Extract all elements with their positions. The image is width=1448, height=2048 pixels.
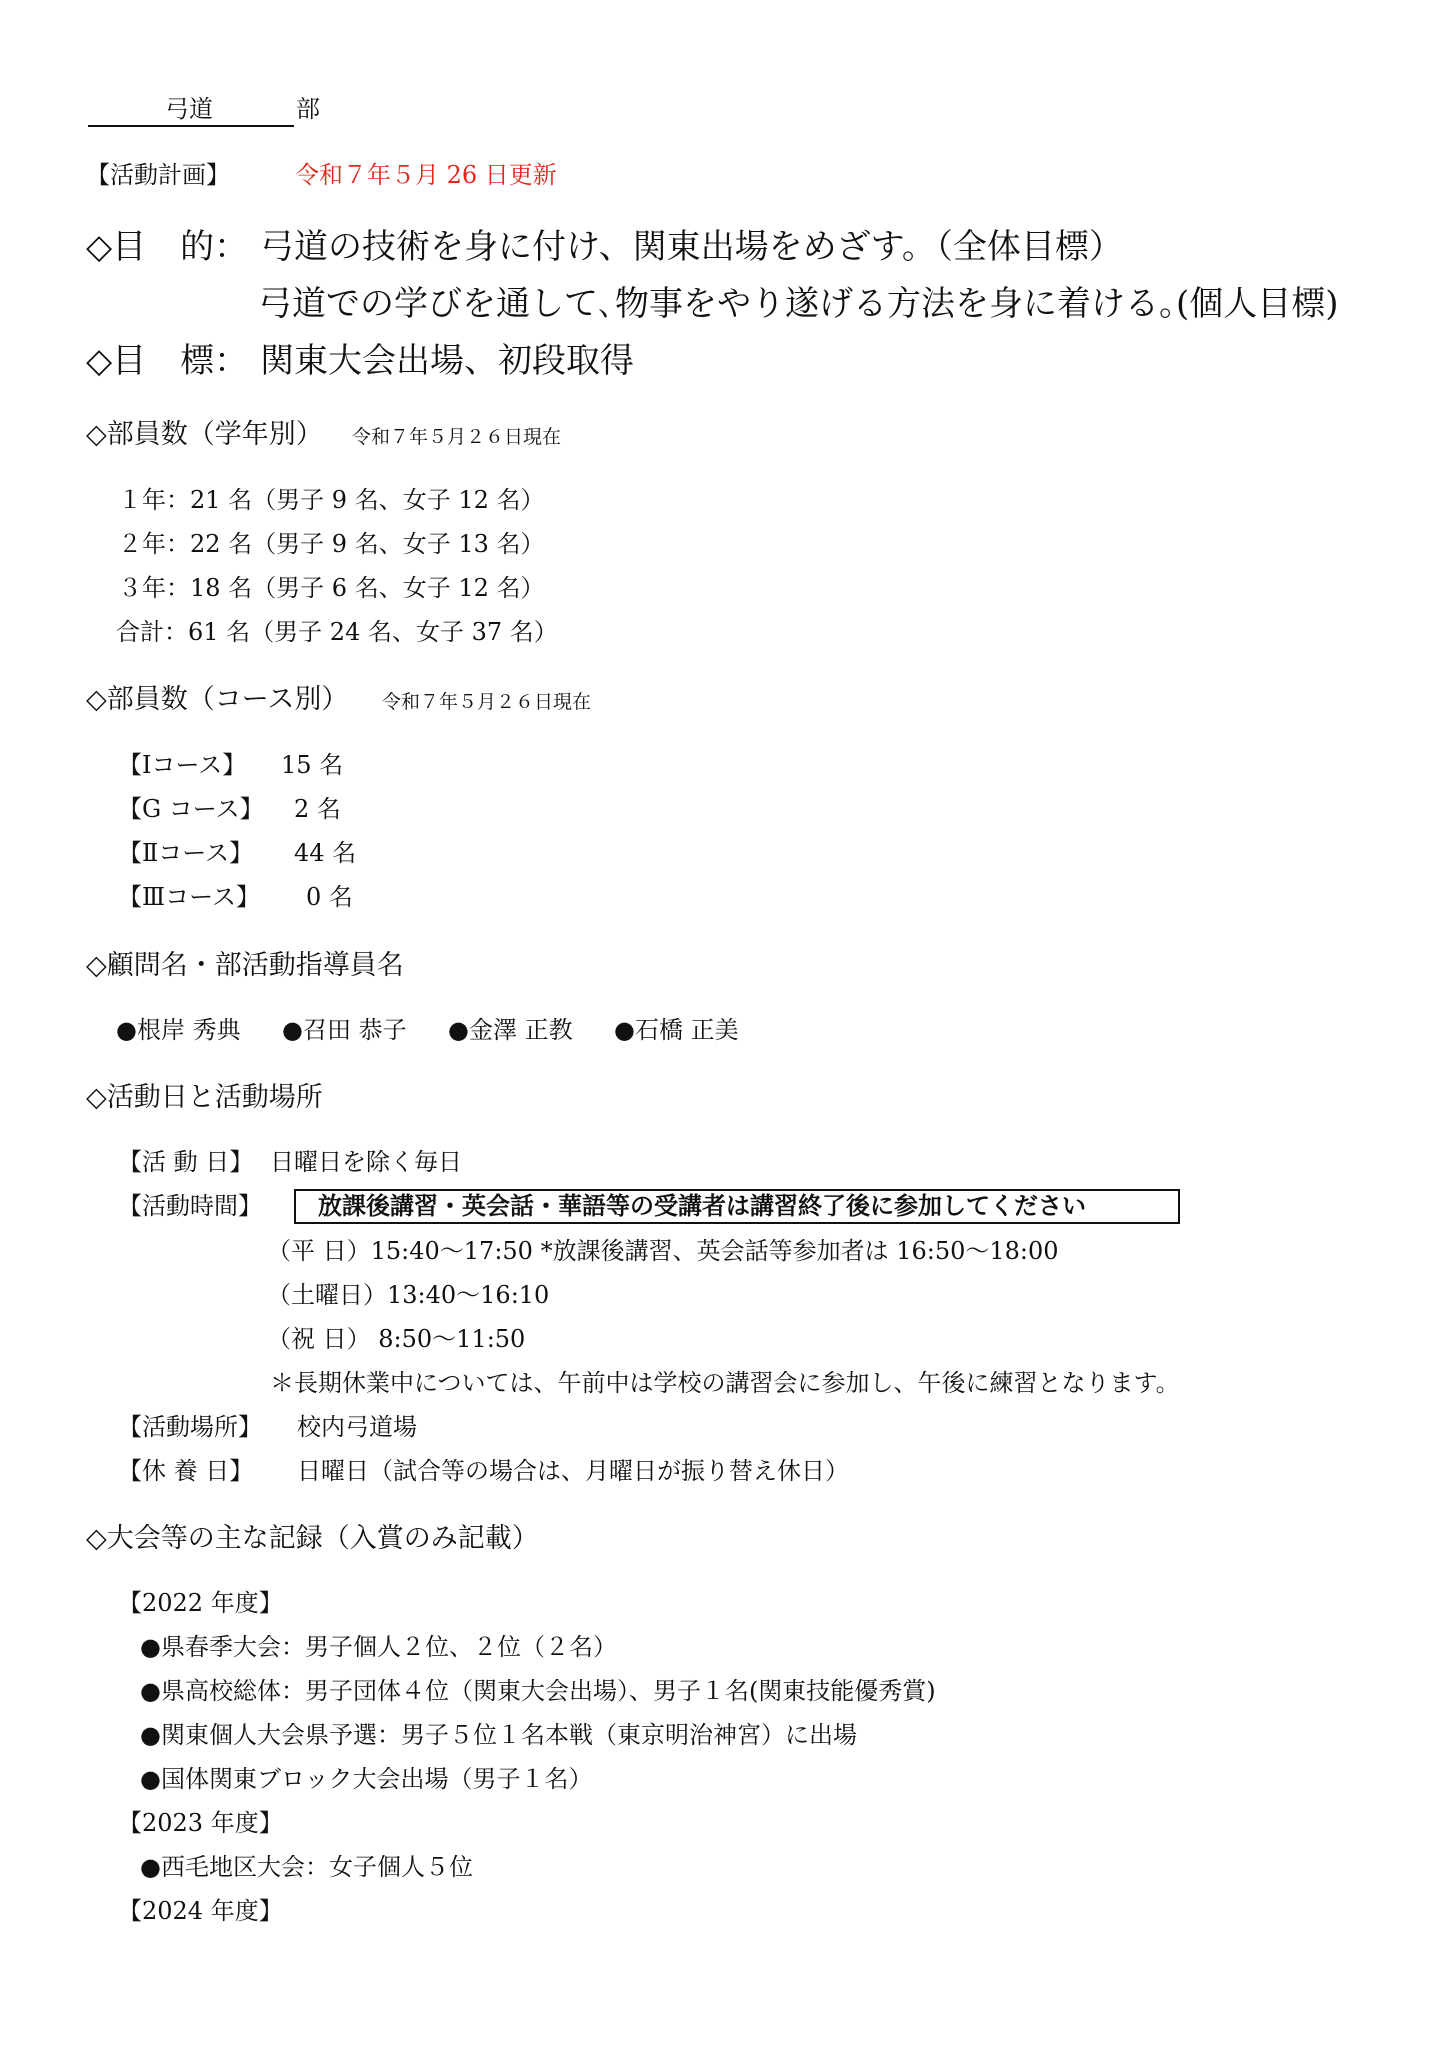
activity-time-row: （土曜日）13:40～16:10 [267,1281,550,1309]
members-by-grade-heading: ◇部員数（学年別） [86,419,323,450]
purpose-line-1: 弓道の技術を身に付け、関東出場をめざす。（全体目標） [260,227,1123,267]
record-item: ●国体関東ブロック大会出場（男子１名） [140,1765,593,1793]
advisor-name: ●召田 恭子 [282,1016,407,1044]
activity-heading: ◇活動日と活動場所 [86,1082,323,1113]
activity-time-row: （祝 日） 8:50～11:50 [267,1325,526,1353]
activity-rest-label: 【休 養 日】 [118,1457,254,1485]
course-count: 0 名 [306,883,353,911]
activity-place-value: 校内弓道場 [297,1413,417,1441]
activity-rest-value: 日曜日（試合等の場合は、月曜日が振り替え休日） [297,1457,849,1485]
course-count: 15 名 [281,751,344,779]
record-year-2022: 【2022 年度】 [118,1589,283,1617]
records-heading: ◇大会等の主な記録（入賞のみ記載） [86,1523,539,1554]
purpose-label: ◇目 的： [86,227,249,267]
club-suffix: 部 [296,95,320,123]
goal-text: 関東大会出場、初段取得 [260,341,634,381]
course-count: 44 名 [294,839,357,867]
purpose-line-2: 弓道での学びを通して､物事をやり遂げる方法を身に着ける｡(個人目標) [258,284,1339,324]
plan-updated-date: 令和７年５月 26 日更新 [295,161,557,189]
course-label: 【Ⅱコース】 [118,839,254,867]
activity-time-row: （平 日）15:40～17:50 *放課後講習、英会話等参加者は 16:50～18:00 [267,1237,1059,1265]
advisors-heading: ◇顧問名・部活動指導員名 [86,950,404,981]
course-count: 2 名 [294,795,341,823]
advisor-name: ●金澤 正教 [448,1016,573,1044]
grade-row: ３年：18 名（男子 6 名、女子 12 名） [118,574,545,602]
members-by-course-heading: ◇部員数（コース別） [86,684,349,715]
grade-row-total: 合計：61 名（男子 24 名、女子 37 名） [116,618,558,646]
activity-days-value: 日曜日を除く毎日 [270,1148,462,1176]
record-item: ●関東個人大会県予選：男子５位１名本戦（東京明治神宮）に出場 [140,1721,857,1749]
activity-notice-box: 放課後講習・英会話・華語等の受講者は講習終了後に参加してください [294,1189,1180,1224]
course-label: 【G コース】 [118,795,264,823]
advisor-name: ●根岸 秀典 [116,1016,241,1044]
record-year-2023: 【2023 年度】 [118,1809,283,1837]
goal-label: ◇目 標： [86,341,249,381]
club-name-underline [88,125,294,127]
activity-time-label: 【活動時間】 [118,1192,262,1220]
grade-row: ２年：22 名（男子 9 名、女子 13 名） [118,530,545,558]
members-by-course-date: 令和７年５月２６日現在 [382,691,592,713]
advisor-name: ●石橋 正美 [614,1016,739,1044]
members-by-grade-date: 令和７年５月２６日現在 [352,426,562,448]
course-label: 【Ⅰコース】 [118,751,247,779]
record-item: ●県春季大会：男子個人２位、２位（２名） [140,1633,617,1661]
course-label: 【Ⅲコース】 [118,883,260,911]
activity-days-label: 【活 動 日】 [118,1148,254,1176]
record-item: ●県高校総体：男子団体４位（関東大会出場）、男子１名(関東技能優秀賞) [140,1677,936,1705]
club-name: 弓道 [165,95,213,123]
grade-row: １年：21 名（男子 9 名、女子 12 名） [118,486,545,514]
activity-long-break-note: ＊長期休業中については、午前中は学校の講習会に参加し、午後に練習となります。 [270,1369,1180,1397]
record-year-2024: 【2024 年度】 [118,1897,283,1925]
plan-label: 【活動計画】 [86,161,230,189]
activity-place-label: 【活動場所】 [118,1413,262,1441]
record-item: ●西毛地区大会：女子個人５位 [140,1853,473,1881]
